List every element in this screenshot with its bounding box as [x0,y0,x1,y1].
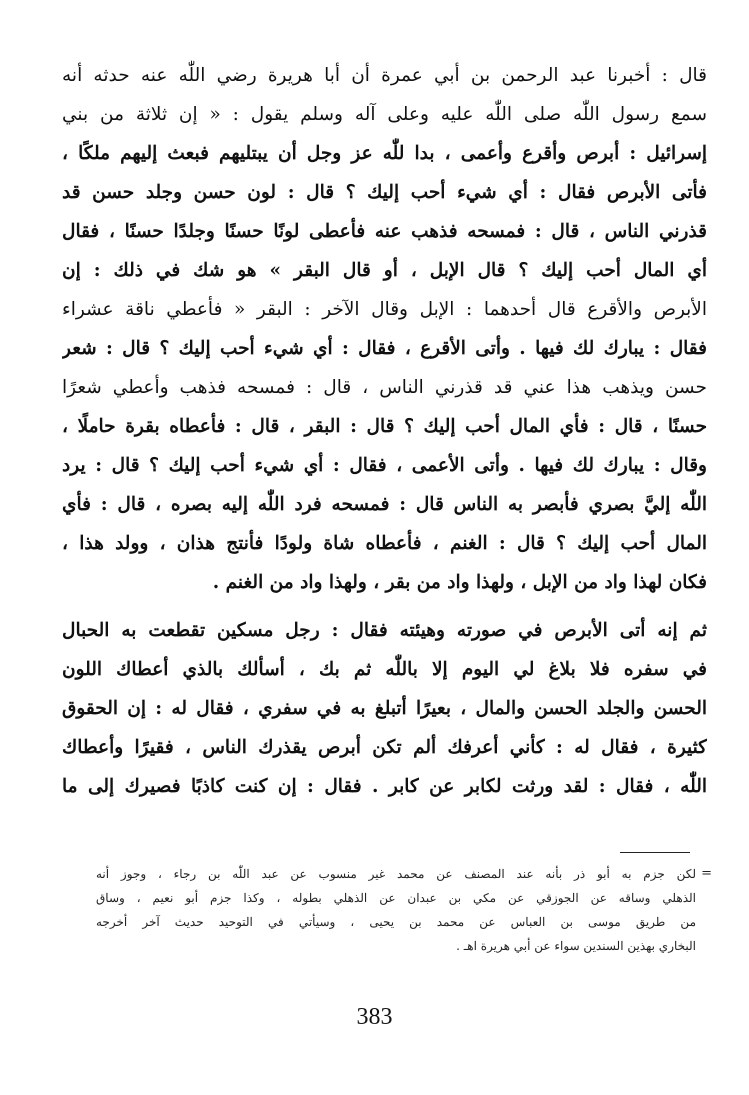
footnote-continuation-marker: = [701,866,712,881]
text-line: فكان لهذا واد من الإبل ، ولهذا واد من بقر ، ولهذا واد من الغنم . [212,572,707,593]
text-line: حسنًا ، قال : فأي المال أحب إليك ؟ قال : البقر ، قال : فأعطاه بقرة حاملًا ، [62,416,707,437]
text-line: المال أحب إليك ؟ قال : الغنم ، فأعطاه شاة ولودًا فأنتج هذان ، وولد هذا ، [62,533,707,554]
paragraph-1 [62,56,707,602]
text-line: في سفره فلا بلاغ لي اليوم إلا باللّٰه ثم بك ، أسألك بالذي أعطاك اللون [62,659,707,680]
text-line: إسرائيل : أبرص وأقرع وأعمى ، بدا للّٰه عز وجل أن يبتليهم فبعث إليهم ملكًا ، [62,143,707,164]
text-line: حسن ويذهب هذا عني قد قذرني الناس ، قال : فمسحه فذهب وأعطي شعرًا [62,377,707,398]
page-number: 383 [356,1004,393,1030]
text-line: قال : أخبرنا عبد الرحمن بن أبي عمرة أن أبا هريرة رضي اللّٰه عنه حدثه أنه [62,65,707,86]
main-text-body [62,56,707,806]
footnote-line: من طريق موسى بن العباس عن محمد بن يحيى ، وسيأتي في التوحيد حديث آخر أخرجه [96,915,696,929]
paragraph-2 [62,611,707,806]
text-line: الأبرص والأقرع قال أحدهما : الإبل وقال الآخر : البقر « فأعطي ناقة عشراء [62,299,707,320]
text-line: فأتى الأبرص فقال : أي شيء أحب إليك ؟ قال : لون حسن وجلد حسن قد [62,182,707,203]
footnote-block [96,862,712,958]
text-line: أي المال أحب إليك ؟ قال الإبل ، أو قال البقر » هو شك في ذلك : إن [62,260,707,281]
text-line: كثيرة ، فقال له : كأني أعرفك ألم تكن أبرص يقذرك الناس ، فقيرًا وأعطاك [62,737,707,758]
footnote-line: البخاري بهذين السندين سواء عن أبي هريرة اهـ . [456,939,696,953]
footnote-separator [620,852,690,853]
text-line: سمع رسول اللّٰه صلى اللّٰه عليه وعلى آله وسلم يقول : « إن ثلاثة من بني [62,104,707,125]
footnote-line: لكن جزم به أبو ذر بأنه عند المصنف عن محمد غير منسوب عن عبد اللّٰه بن رجاء ، وجوز أنه [96,867,696,881]
text-line: وقال : يبارك لك فيها . وأتى الأعمى ، فقال : أي شيء أحب إليك ؟ قال : يرد [62,455,707,476]
text-line: ثم إنه أتى الأبرص في صورته وهيئته فقال : رجل مسكين تقطعت به الحبال [62,620,707,641]
text-line: الحسن والجلد الحسن والمال ، بعيرًا أتبلغ به في سفري ، فقال له : إن الحقوق [62,698,707,719]
text-line: اللّٰه ، فقال : لقد ورثت لكابر عن كابر . فقال : إن كنت كاذبًا فصيرك إلى ما [62,776,707,797]
text-line: قذرني الناس ، قال : فمسحه فذهب عنه فأعطى لونًا حسنًا وجلدًا حسنًا ، فقال [62,221,707,242]
text-line: فقال : يبارك لك فيها . وأتى الأقرع ، فقال : أي شيء أحب إليك ؟ قال : شعر [62,338,707,359]
text-line: اللّٰه إليَّ بصري فأبصر به الناس قال : فمسحه فرد اللّٰه إليه بصره ، قال : فأي [62,494,707,515]
footnote-line: الذهلي وساقه عن الجوزقي عن مكي بن عبدان عن الذهلي بطوله ، وكذا جزم أبو نعيم ، وساق [96,891,696,905]
